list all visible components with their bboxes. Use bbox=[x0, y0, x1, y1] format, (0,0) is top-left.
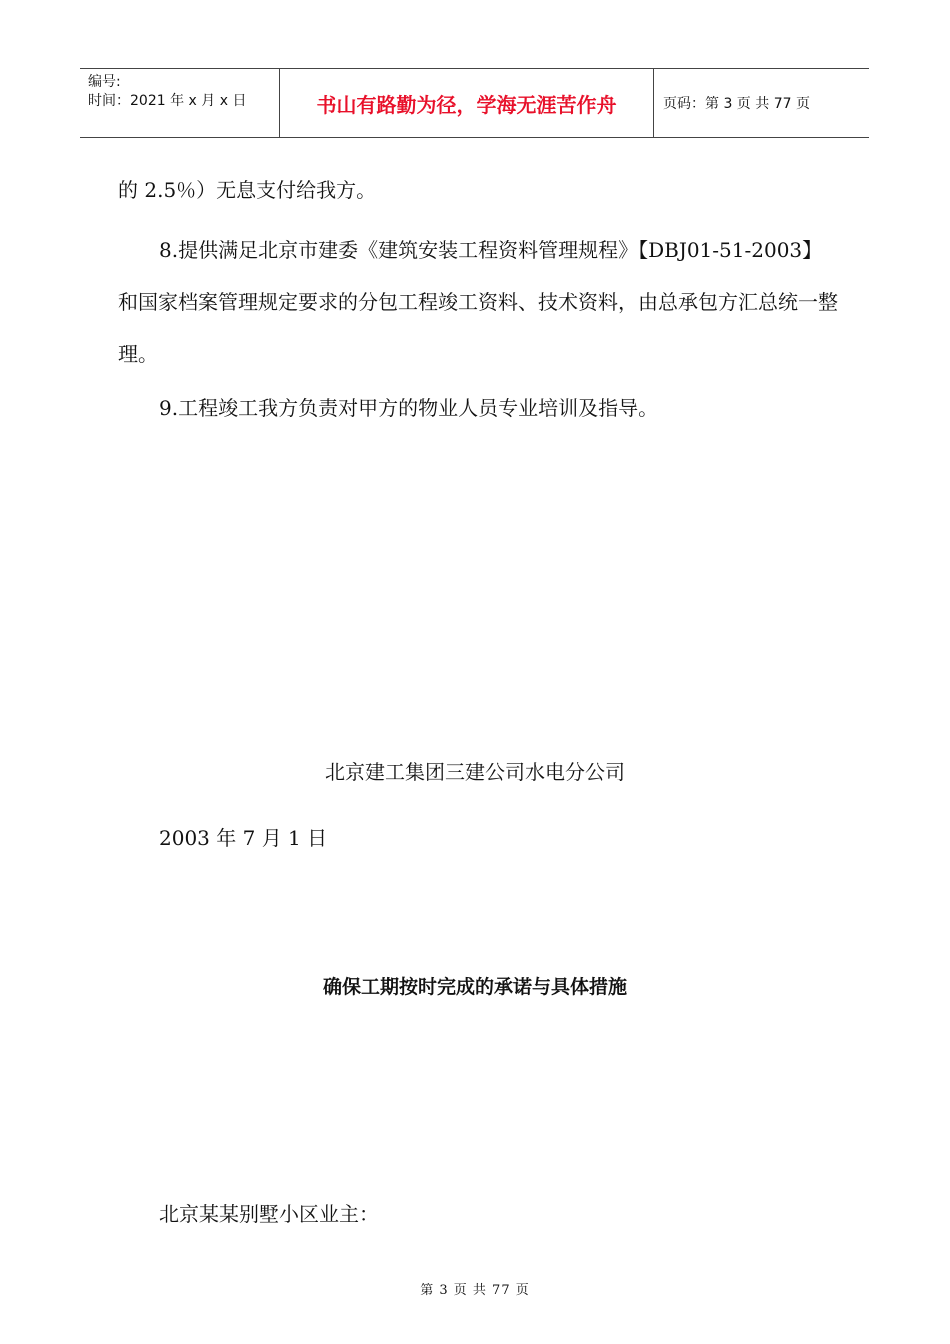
body-line-1: 的 2.5％）无息支付给我方。 bbox=[118, 178, 377, 202]
header-page-info: 页码：第 3 页 共 77 页 bbox=[663, 96, 810, 112]
header-motto: 书山有路勤为径，学海无涯苦作舟 bbox=[280, 69, 654, 137]
serial-label: 编号: bbox=[88, 74, 121, 90]
salutation: 北京某某别墅小区业主： bbox=[159, 1202, 379, 1226]
page-header bbox=[80, 68, 869, 138]
time-label: 时间：2021 年 x 月 x 日 bbox=[88, 93, 247, 109]
section-title: 确保工期按时完成的承诺与具体措施 bbox=[322, 976, 627, 998]
body-item-8: 8.提供满足北京市建委《建筑安装工程资料管理规程》【DBJ01-51-2003】和国家档案管理规定要求的分包工程竣工资料、技术资料，由总承包方汇总统一整理。 bbox=[118, 238, 838, 366]
company-name: 北京建工集团三建公司水电分公司 bbox=[325, 760, 625, 784]
signature-date: 2003 年 7 月 1 日 bbox=[159, 826, 328, 850]
header-left-cell bbox=[80, 69, 280, 137]
body-item-9: 9.工程竣工我方负责对甲方的物业人员专业培训及指导。 bbox=[159, 396, 659, 420]
page-footer: 第 3 页 共 77 页 bbox=[420, 1283, 530, 1298]
